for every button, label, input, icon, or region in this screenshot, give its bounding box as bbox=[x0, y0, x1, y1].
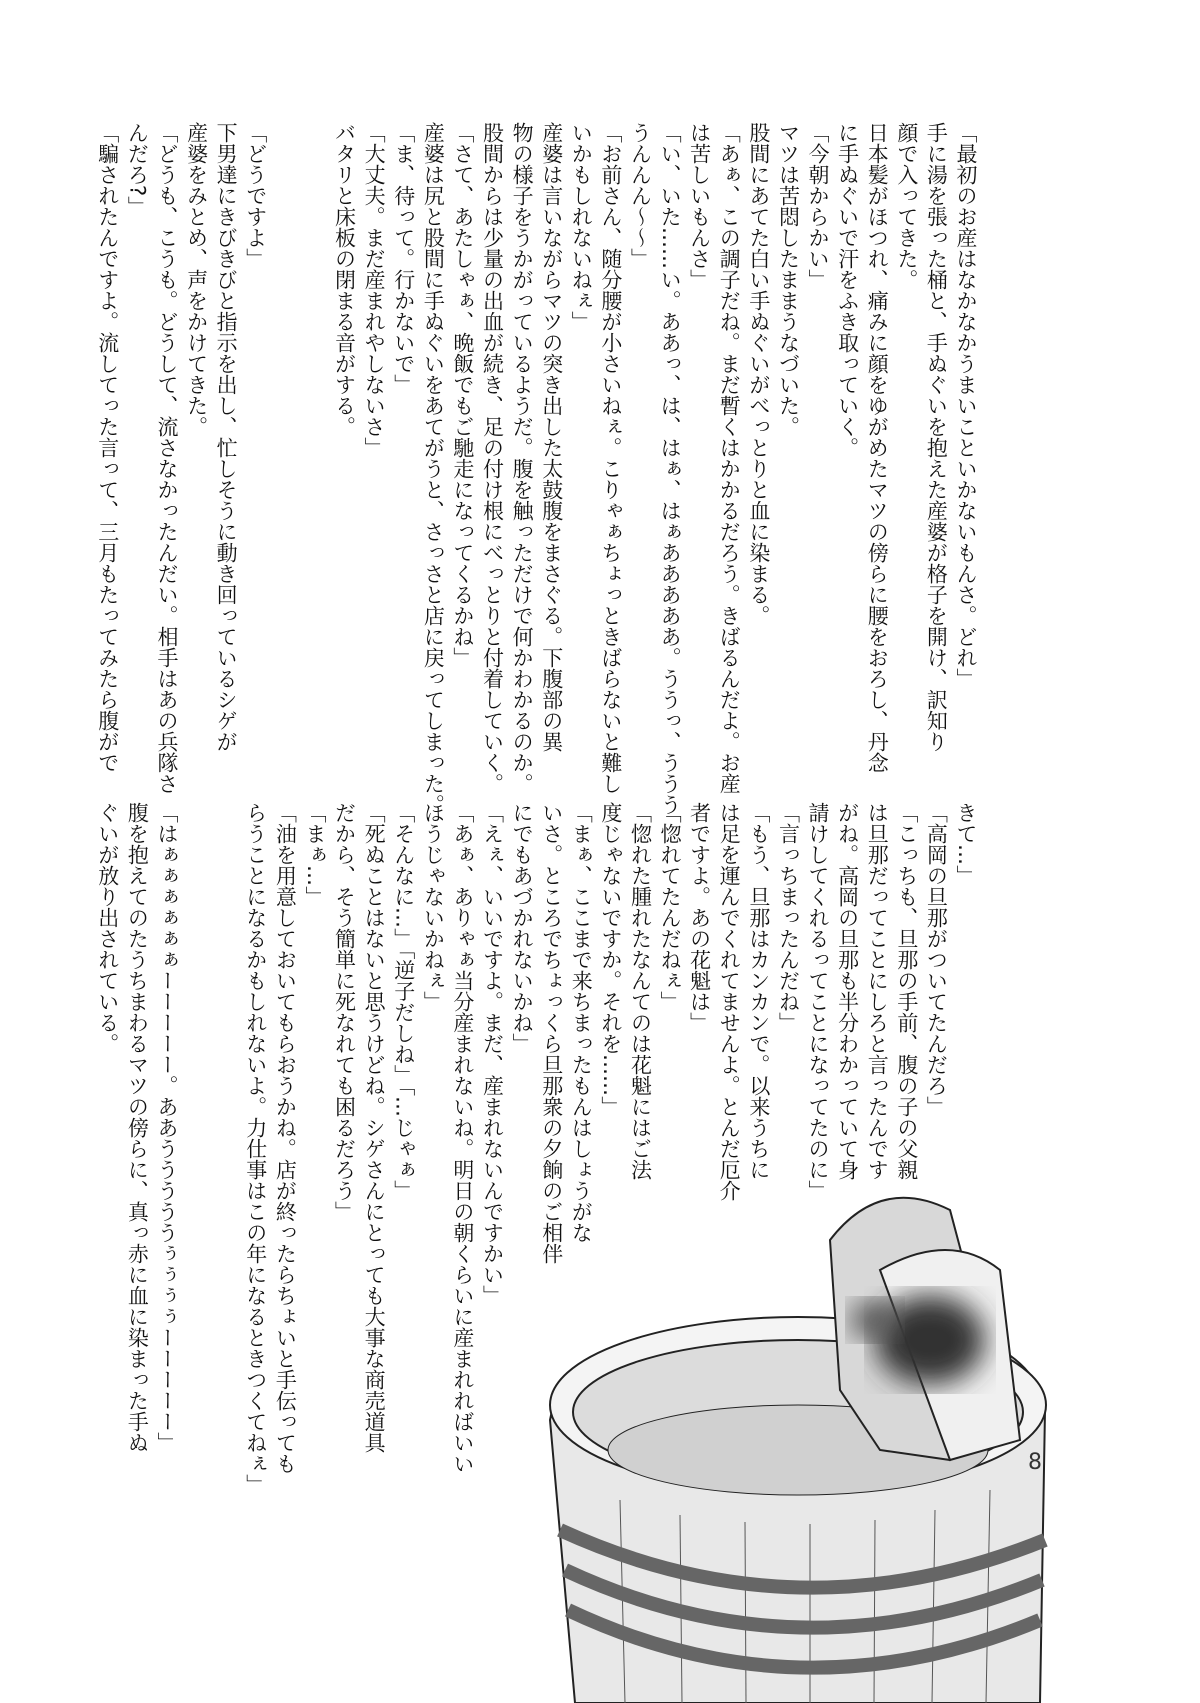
text-column: 「惚れた腫れたなんてのは花魁にはご法 bbox=[628, 802, 653, 1180]
text-column: ほうじゃないかねぇ」 bbox=[421, 802, 446, 1012]
text-column: 下男達にきびきびと指示を出し、忙しそうに動き回っているシゲが bbox=[214, 122, 239, 752]
text-column: 産婆をみとめ、声をかけてきた。 bbox=[184, 122, 209, 437]
text-column: は旦那だってことにしろと言ったんです bbox=[865, 802, 890, 1180]
text-column: に手ぬぐいで汗をふき取っていく。 bbox=[835, 122, 860, 458]
text-column: 者ですよ。あの花魁は」 bbox=[687, 802, 712, 1033]
text-column: 手に湯を張った桶と、手ぬぐいを抱えた産婆が格子を開け、訳知り bbox=[924, 122, 949, 752]
text-column: うんんん〜〜」 bbox=[628, 122, 653, 269]
text-column: 「こっちも、旦那の手前、腹の子の父親 bbox=[894, 802, 919, 1180]
text-column bbox=[211, 802, 241, 1462]
text-column: 日本髪がほつれ、痛みに顔をゆがめたマツの傍らに腰をおろし、丹念 bbox=[865, 122, 890, 773]
text-column: 「もう、旦那はカンカンで。以来うちに bbox=[746, 802, 771, 1180]
text-column: 股間にあてた白い手ぬぐいがべっとりと血に染まる。 bbox=[746, 122, 771, 626]
text-column bbox=[299, 122, 329, 782]
text-column: 「高岡の旦那がついてたんだろ」 bbox=[924, 802, 949, 1117]
text-column bbox=[181, 802, 211, 1462]
text-column: 「あぁ、この調子だね。まだ暫くはかかるだろう。きばるんだよ。お産 bbox=[717, 122, 742, 794]
wooden-tub-illustration bbox=[530, 1120, 1060, 1703]
text-column: いかもしれないねぇ」 bbox=[569, 122, 594, 332]
text-column bbox=[270, 122, 300, 782]
text-column: 「い、いた……い。ああっ、は、はぁ、はぁあああああ。ううっ、ううう bbox=[658, 122, 683, 815]
text-column: 物の様子をうかがっているようだ。腹を触っただけで何かわかるのか。 bbox=[510, 122, 535, 794]
text-column: にでもあづかれないかね」 bbox=[510, 802, 535, 1054]
text-column: 「油を用意しておいてもらおうかね。店が終ったらちょいと手伝っても bbox=[273, 802, 298, 1474]
text-column: 「最初のお産はなかなかうまいこといかないもんさ。どれ」 bbox=[954, 122, 978, 689]
text-column: 「そんなに…」「逆子だしね」「…じゃぁ」 bbox=[391, 802, 416, 1201]
text-column: 「死ぬことはないと思うけどね。シゲさんにとっても大事な商売道具 bbox=[362, 802, 387, 1453]
text-column: だから、そう簡単に死なれても困るだろう」 bbox=[332, 802, 357, 1222]
text-column: 「どうも、こうも。どうして、流さなかったんだい。相手はあの兵隊さ bbox=[154, 122, 179, 794]
text-column: 顔で入ってきた。 bbox=[894, 122, 919, 290]
text-column: 度じゃないですか。それを……」 bbox=[598, 802, 623, 1117]
text-column: 「惚れてたんだねぇ」 bbox=[658, 802, 683, 1012]
text-column: がね。高岡の旦那も半分わかっていて身 bbox=[835, 802, 860, 1180]
text-column: きて…」 bbox=[954, 802, 978, 886]
text-column: 産婆は尻と股間に手ぬぐいをあてがうと、さっさと店に戻ってしまった。 bbox=[421, 122, 446, 815]
text-column: ぐいが放り出されている。 bbox=[95, 802, 120, 1054]
text-column: 「えぇ、いいですよ。まだ、産まれないんですかい」 bbox=[480, 802, 505, 1306]
text-column: 「あぁ、ありゃぁ当分産まれないね。明日の朝くらいに産まれればいい bbox=[450, 802, 475, 1474]
text-column: 請けしてくれるってことになってたのに」 bbox=[806, 802, 831, 1201]
text-column: 「まぁ、ここまで来ちまったもんはしょうがな bbox=[569, 802, 594, 1243]
text-column: は苦しいもんさ」 bbox=[687, 122, 712, 290]
text-column: 股間からは少量の出血が続き、足の付け根にべっとりと付着していく。 bbox=[480, 122, 505, 794]
text-column: 「騙されたんですよ。流してった言って、三月もたってみたら腹がで bbox=[95, 122, 120, 773]
upper-text-block bbox=[92, 122, 980, 815]
text-column: 「ま、待って。行かないで」 bbox=[391, 122, 416, 395]
text-column: 「さて、あたしゃぁ、晩飯でもご馳走になってくるかね」 bbox=[450, 122, 475, 668]
text-column: 「言っちまったんだね」 bbox=[776, 802, 801, 1033]
text-column: 「大丈夫。まだ産まれやしないさ」 bbox=[362, 122, 387, 458]
text-column: 「今朝からかい」 bbox=[806, 122, 831, 290]
text-column: 「どうですよ」 bbox=[243, 122, 268, 269]
text-column: 産婆は言いながらマツの突き出した太鼓腹をまさぐる。下腹部の異 bbox=[539, 122, 564, 752]
text-column: んだろ?」 bbox=[125, 122, 150, 218]
text-column: 腹を抱えてのたうちまわるマツの傍らに、真っ赤に血に染まった手ぬ bbox=[125, 802, 150, 1453]
text-column: は足を運んでくれてませんよ。とんだ厄介 bbox=[717, 802, 742, 1201]
text-column: 「はぁぁぁぁぁぁーーーーー。ああうううううぅぅぅぅーーーーー」 bbox=[154, 802, 179, 1453]
text-column: マツは苦悶したままうなづいた。 bbox=[776, 122, 801, 437]
text-column: 「お前さん、随分腰が小さいねぇ。こりゃぁちょっときばらないと難し bbox=[598, 122, 623, 794]
text-column: らうことになるかもしれないよ。力仕事はこの年になるときつくてねぇ」 bbox=[243, 802, 268, 1495]
text-column: バタリと床板の閉まる音がする。 bbox=[332, 122, 357, 437]
text-column: いさ。ところでちょっくら旦那衆の夕餉のご相伴 bbox=[539, 802, 564, 1264]
text-column: 「まぁ…」 bbox=[302, 802, 327, 907]
page-number: 8 bbox=[1028, 1450, 1042, 1475]
